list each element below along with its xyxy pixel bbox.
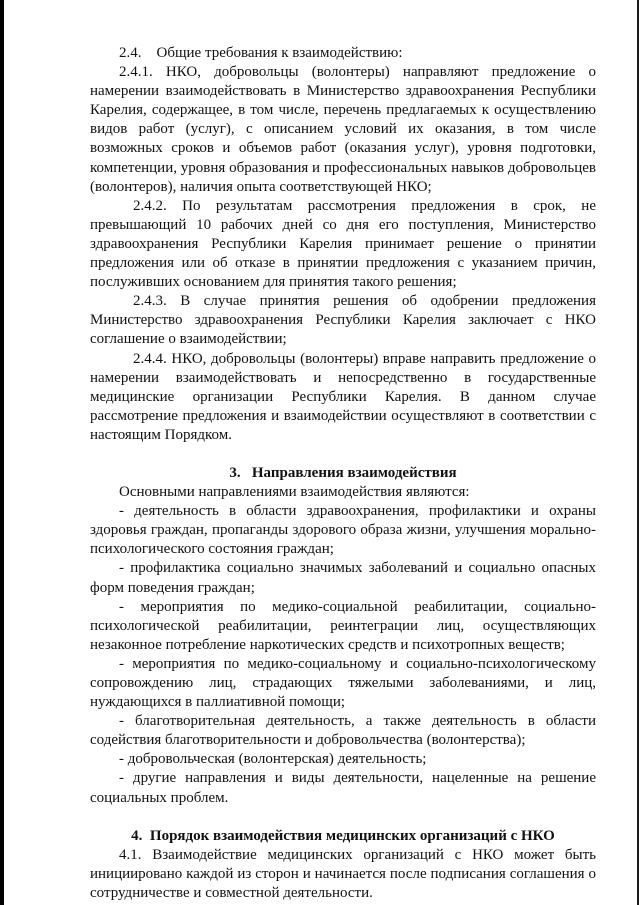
paragraph-2-4-1: 2.4.1. НКО, добровольцы (волонтеры) направляют предложение о намерении взаимодействовать в Министерство здравоохранения Республики Карелия, содержащее, в том числе, перечень предлагаемых к осуществлению видов работ (услуг), с описанием условий их оказания, в том числе возможных сроков и объемов работ (оказания услуг), уровня подготовки, компетенции, уровня образования и профессиональных навыков добровольцев (волонтеров), наличия опыта соответствующей НКО; — [90, 64, 596, 195]
paragraph-2-4-3: 2.4.3. В случае принятия решения об одобрении предложения Министерство здравоохранения Республики Карелия заключает с НКО соглашение о взаимодействии; — [90, 293, 596, 348]
list-item: - мероприятия по медико-социальному и социально-психологическому сопровождению лиц, страдающих тяжелыми заболеваниями, и лиц, нуждающихся в паллиативной помощи; — [90, 655, 596, 711]
list-item: - другие направления и виды деятельности, нацеленные на решение социальных проблем. — [90, 770, 596, 806]
list-item: - деятельность в области здравоохранения, профилактики и охраны здоровья граждан, пропаганды здорового образа жизни, улучшения морально-психологического состояния граждан; — [90, 503, 596, 558]
section-3-heading: 3. Направления взаимодействия — [229, 464, 457, 481]
paragraph-2-4: 2.4. Общие требования к взаимодействию: — [119, 45, 403, 61]
spacer — [90, 808, 596, 827]
section-4-heading: 4. Порядок взаимодействия медицинских организаций с НКО — [131, 827, 555, 844]
list-item: - профилактика социально значимых заболеваний и социально опасных форм поведения граждан; — [90, 560, 596, 596]
spacer — [90, 445, 596, 464]
document-page — [90, 44, 596, 903]
section-3-intro: Основными направлениями взаимодействия являются: — [119, 484, 470, 501]
paragraph-4-1: 4.1. Взаимодействие медицинских организаций с НКО может быть инициировано каждой из сторон и начинается после подписания соглашения о сотрудничестве и совместной деятельности. — [90, 846, 596, 901]
scan-border-left — [0, 0, 4, 905]
list-item: - добровольческая (волонтерская) деятельность; — [119, 751, 427, 768]
list-item: - мероприятия по медико-социальной реабилитации, социально-психологической реабилитации, реинтеграции лиц, осуществляющих незаконное потребление наркотических средств и психотропных веществ; — [90, 598, 596, 653]
paragraph-2-4-4: 2.4.4. НКО, добровольцы (волонтеры) вправе направить предложение о намерении взаимодействовать и непосредственно в государственные медицинские организации Республики Карелия. В данном случае рассмотрение предложения и взаимодействии осуществляют в соответствии с настоящим Порядком. — [90, 350, 596, 443]
paragraph-2-4-2: 2.4.2. По результатам рассмотрения предложения в срок, не превышающий 10 рабочих дней со дня его поступления, Министерство здравоохранения Республики Карелия принимает решение о принятии предложения или об отказе в принятии предложения с указанием причин, послуживших основанием для принятия такого решения; — [90, 197, 596, 291]
list-item: - благотворительная деятельность, а также деятельность в области содействия благотворительности и добровольчества (волонтерства); — [90, 713, 596, 749]
